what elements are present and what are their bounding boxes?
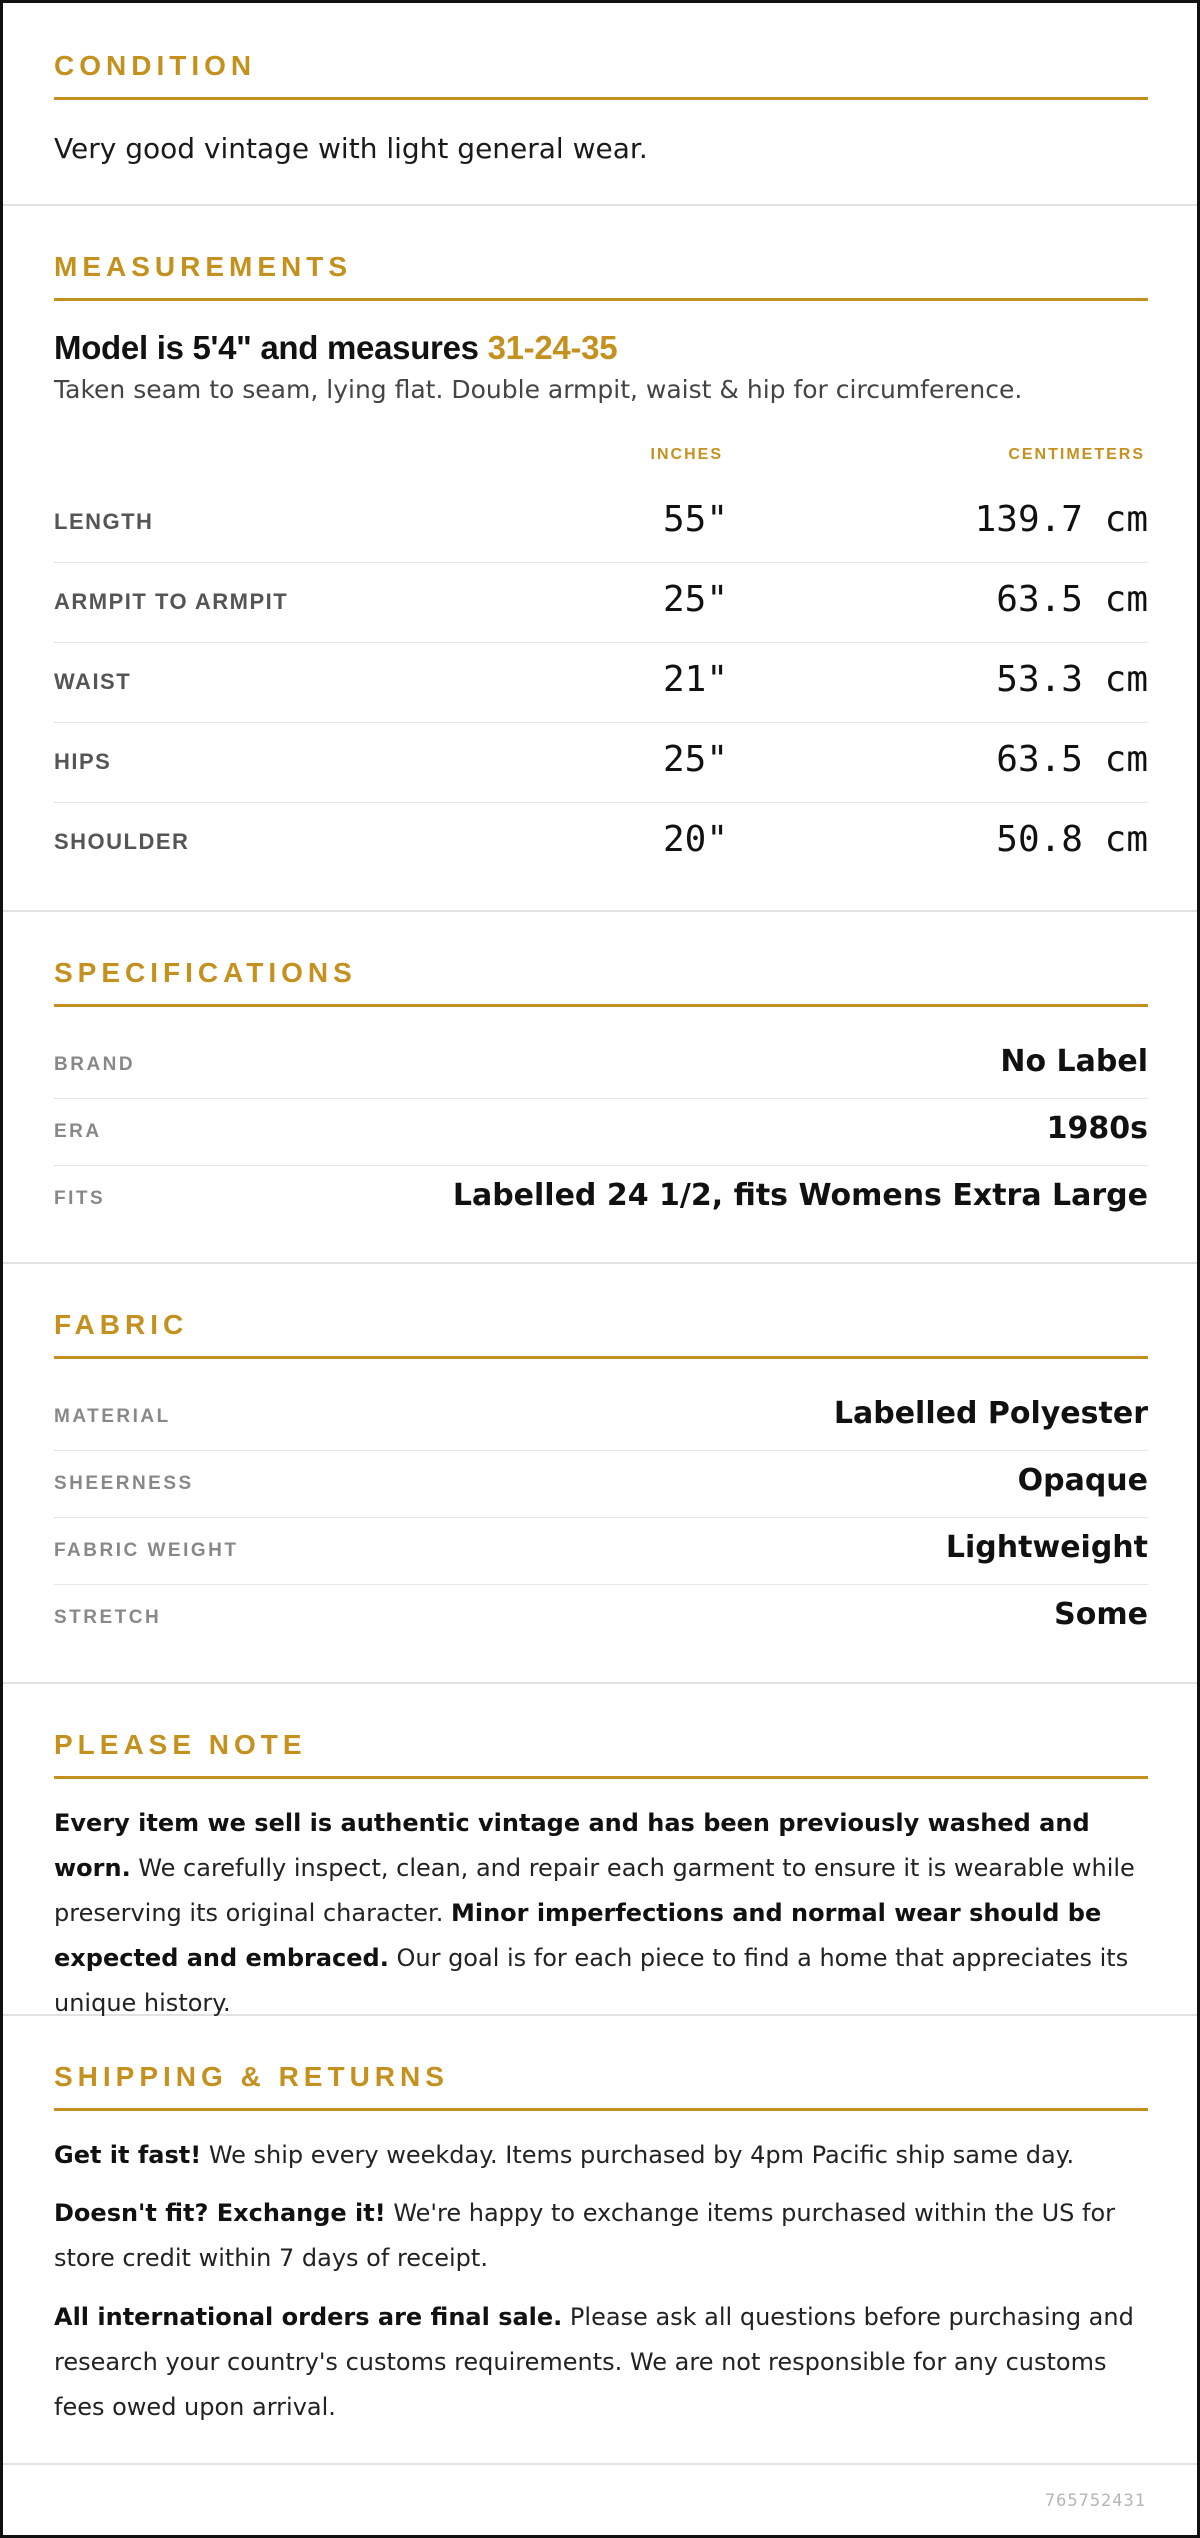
measurement-cm: 139.7 cm (974, 499, 1148, 540)
fabric-row-material (54, 1384, 1148, 1451)
note-bold-2: Minor imperfections and normal wear should be expected and embraced. (54, 1899, 1102, 1972)
fabric-label: SHEERNESS (54, 1473, 194, 1494)
fabric-value: Labelled Polyester (833, 1396, 1148, 1431)
shipping-bold-3: All international orders are final sale. (54, 2303, 563, 2331)
measurement-label: ARMPIT TO ARMPIT (54, 589, 289, 614)
specifications-heading: SPECIFICATIONS (54, 956, 1148, 1007)
measurement-row-waist (54, 643, 1148, 723)
shipping-paragraph-2 (54, 2191, 1148, 2281)
measurement-label: SHOULDER (54, 829, 190, 854)
fabric-row-stretch (54, 1585, 1148, 1652)
note-text-2: Our goal is for each piece to find a home that appreciates its unique history. (54, 1944, 1129, 2017)
fabric-value: Lightweight (945, 1530, 1148, 1565)
measurement-row-armpit (54, 563, 1148, 643)
measurements-heading: MEASUREMENTS (54, 250, 1148, 301)
spec-row-era (54, 1099, 1148, 1166)
fabric-label: FABRIC WEIGHT (54, 1540, 239, 1561)
specifications-section (3, 912, 1197, 1264)
measurement-row-length (54, 483, 1148, 563)
shipping-text-1: We ship every weekday. Items purchased by 4pm Pacific ship same day. (201, 2141, 1075, 2169)
measurement-label: LENGTH (54, 509, 154, 534)
measurement-row-shoulder (54, 803, 1148, 883)
fabric-row-sheerness (54, 1451, 1148, 1518)
spec-label: ERA (54, 1121, 102, 1142)
measurement-inches: 20" (662, 819, 728, 860)
shipping-section (3, 2016, 1197, 2465)
measurement-label: HIPS (54, 749, 112, 774)
fabric-heading: FABRIC (54, 1308, 1148, 1359)
shipping-text-3: Please ask all questions before purchasing and research your country's customs requirements. We are not responsible for any customs fees owed upon arrival. (54, 2303, 1134, 2421)
spec-row-fits (54, 1166, 1148, 1233)
measurements-section (3, 206, 1197, 912)
please-note-section (3, 1684, 1197, 2016)
fabric-value: Opaque (1017, 1463, 1148, 1498)
please-note-text (54, 1801, 1148, 2026)
measurement-inches: 25" (662, 579, 728, 620)
model-measures: 31-24-35 (487, 329, 618, 366)
measurement-note: Taken seam to seam, lying flat. Double armpit, waist & hip for circumference. (54, 375, 1023, 404)
shipping-paragraph-1 (54, 2133, 1148, 2178)
measurement-inches: 25" (662, 739, 728, 780)
column-centimeters: CENTIMETERS (1008, 446, 1145, 463)
shipping-bold-2: Doesn't fit? Exchange it! (54, 2199, 386, 2227)
product-id: 765752431 (1044, 2491, 1146, 2511)
shipping-heading: SHIPPING & RETURNS (54, 2060, 1148, 2111)
spec-row-brand (54, 1032, 1148, 1099)
measurement-inches: 55" (662, 499, 728, 540)
spec-value: Labelled 24 1/2, fits Womens Extra Large (452, 1178, 1148, 1213)
measurement-cm: 63.5 cm (996, 739, 1148, 780)
measurement-label: WAIST (54, 669, 132, 694)
spec-value: 1980s (1046, 1111, 1148, 1146)
spec-label: BRAND (54, 1054, 136, 1075)
measurement-inches: 21" (662, 659, 728, 700)
condition-heading: CONDITION (54, 49, 1148, 100)
please-note-heading: PLEASE NOTE (54, 1728, 1148, 1779)
fabric-section (3, 1264, 1197, 1684)
spec-label: FITS (54, 1188, 106, 1209)
fabric-row-weight (54, 1518, 1148, 1585)
measurement-row-hips (54, 723, 1148, 803)
note-text-1: We carefully inspect, clean, and repair each garment to ensure it is wearable while preserving its original character. (54, 1854, 1135, 1927)
fabric-label: MATERIAL (54, 1406, 171, 1427)
column-inches: INCHES (650, 446, 723, 463)
fabric-label: STRETCH (54, 1607, 162, 1628)
measurement-cm: 50.8 cm (996, 819, 1148, 860)
shipping-paragraph-3 (54, 2295, 1148, 2430)
condition-section (3, 3, 1197, 206)
shipping-bold-1: Get it fast! (54, 2141, 202, 2169)
model-measurements (54, 328, 1148, 368)
shipping-text-2: We're happy to exchange items purchased within the US for store credit within 7 days of receipt. (54, 2199, 1116, 2272)
model-prefix: Model is 5'4" and measures (54, 329, 488, 366)
spec-value: No Label (1000, 1044, 1148, 1079)
measurement-cm: 63.5 cm (996, 579, 1148, 620)
note-bold-1: Every item we sell is authentic vintage and has been previously washed and worn. (54, 1809, 1090, 1882)
condition-text: Very good vintage with light general wear. (54, 132, 648, 165)
fabric-value: Some (1054, 1597, 1148, 1632)
measurement-cm: 53.3 cm (996, 659, 1148, 700)
